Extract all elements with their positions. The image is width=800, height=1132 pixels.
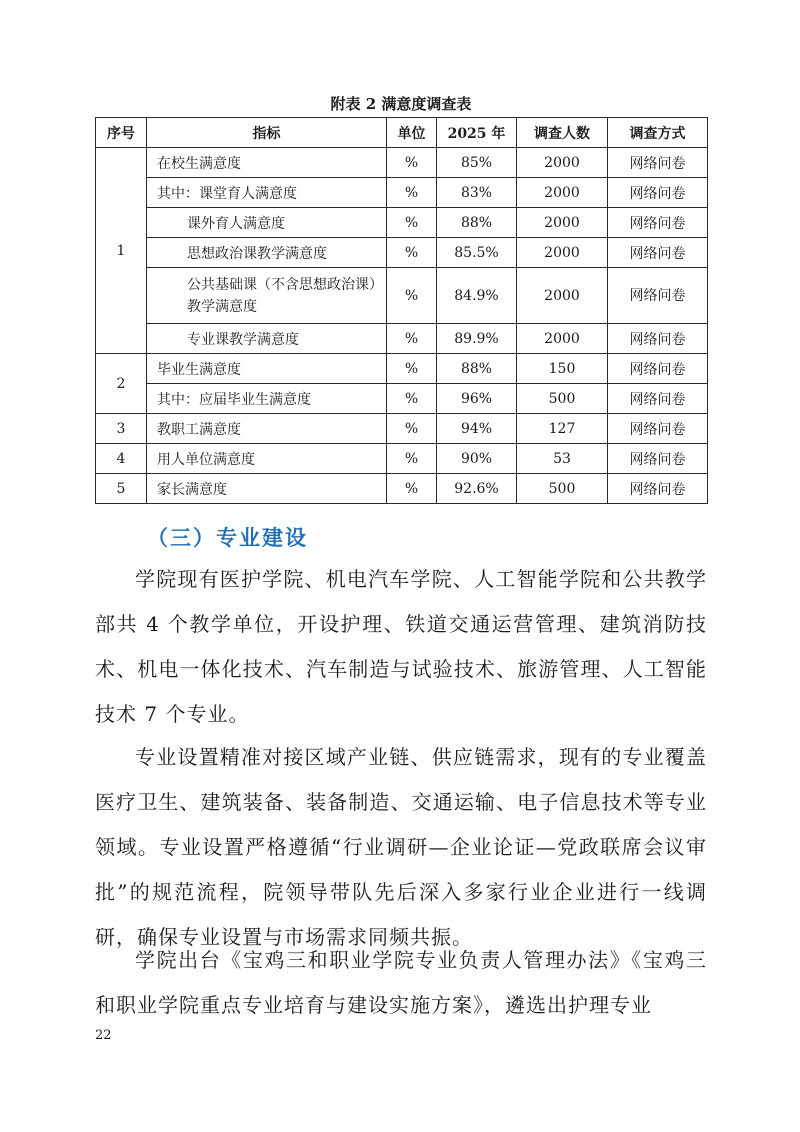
col-header-unit: 单位 [387,118,437,148]
indicator-cell: 其中：应届毕业生满意度 [147,384,387,414]
table-row [96,414,708,444]
method-cell: 网络问卷 [608,444,708,474]
value-cell: 85% [437,148,517,178]
indicator-cell: 家长满意度 [147,474,387,504]
unit-cell: % [387,268,437,324]
unit-cell: % [387,148,437,178]
table-row [96,474,708,504]
table-row [96,324,708,354]
col-header-count: 调查人数 [517,118,608,148]
seq-cell: 2 [96,354,147,414]
unit-cell: % [387,238,437,268]
value-cell: 88% [437,208,517,238]
table-row [96,238,708,268]
section-heading: （三）专业建设 [147,526,308,550]
table-row [96,148,708,178]
value-cell: 94% [437,414,517,444]
indicator-cell: 思想政治课教学满意度 [147,238,387,268]
value-cell: 96% [437,384,517,414]
table-row [96,354,708,384]
col-header-indicator: 指标 [147,118,387,148]
method-cell: 网络问卷 [608,474,708,504]
seq-cell: 3 [96,414,147,444]
value-cell: 92.6% [437,474,517,504]
unit-cell: % [387,324,437,354]
unit-cell: % [387,384,437,414]
table-row [96,178,708,208]
satisfaction-survey-table [95,117,708,504]
count-cell: 500 [517,384,608,414]
method-cell: 网络问卷 [608,324,708,354]
seq-cell: 4 [96,444,147,474]
col-header-year: 2025 年 [437,118,517,148]
count-cell: 2000 [517,268,608,324]
unit-cell: % [387,474,437,504]
table-row [96,268,708,324]
unit-cell: % [387,208,437,238]
count-cell: 2000 [517,178,608,208]
count-cell: 2000 [517,208,608,238]
value-cell: 84.9% [437,268,517,324]
value-cell: 90% [437,444,517,474]
seq-cell: 1 [96,148,147,354]
value-cell: 88% [437,354,517,384]
count-cell: 2000 [517,324,608,354]
col-header-method: 调查方式 [608,118,708,148]
indicator-cell: 课外育人满意度 [147,208,387,238]
table-caption: 附表 2 满意度调查表 [330,95,472,113]
body-paragraph: 学院现有医护学院、机电汽车学院、人工智能学院和公共教学部共 4 个教学单位，开设护理、铁道交通运营管理、建筑消防技术、机电一体化技术、汽车制造与试验技术、旅游管理、人工智能技术 7 个专业。 [95,567,707,726]
method-cell: 网络问卷 [608,178,708,208]
unit-cell: % [387,414,437,444]
indicator-cell: 教职工满意度 [147,414,387,444]
indicator-cell: 专业课教学满意度 [147,324,387,354]
indicator-cell: 在校生满意度 [147,148,387,178]
count-cell: 127 [517,414,608,444]
method-cell: 网络问卷 [608,354,708,384]
unit-cell: % [387,354,437,384]
unit-cell: % [387,178,437,208]
table-row [96,208,708,238]
count-cell: 2000 [517,238,608,268]
value-cell: 85.5% [437,238,517,268]
indicator-cell: 其中：课堂育人满意度 [147,178,387,208]
method-cell: 网络问卷 [608,414,708,444]
table-row [96,384,708,414]
value-cell: 83% [437,178,517,208]
method-cell: 网络问卷 [608,238,708,268]
col-header-seq: 序号 [96,118,147,148]
table-row [96,444,708,474]
body-paragraph: 学院出台《宝鸡三和职业学院专业负责人管理办法》《宝鸡三和职业学院重点专业培育与建设实施方案》，遴选出护理专业 [95,948,707,1017]
count-cell: 2000 [517,148,608,178]
indicator-cell: 毕业生满意度 [147,354,387,384]
indicator-cell: 公共基础课（不含思想政治课）教学满意度 [147,268,387,324]
method-cell: 网络问卷 [608,148,708,178]
count-cell: 150 [517,354,608,384]
method-cell: 网络问卷 [608,208,708,238]
count-cell: 500 [517,474,608,504]
seq-cell: 5 [96,474,147,504]
unit-cell: % [387,444,437,474]
page-number: 22 [95,1028,112,1043]
table-header-row [96,118,708,148]
body-paragraph: 专业设置精准对接区域产业链、供应链需求，现有的专业覆盖医疗卫生、建筑装备、装备制造、交通运输、电子信息技术等专业领域。专业设置严格遵循“行业调研—企业论证—党政联席会议审批”的规范流程，院领导带队先后深入多家行业企业进行一线调研，确保专业设置与市场需求同频共振。 [95,745,707,949]
value-cell: 89.9% [437,324,517,354]
method-cell: 网络问卷 [608,384,708,414]
method-cell: 网络问卷 [608,268,708,324]
indicator-cell: 用人单位满意度 [147,444,387,474]
count-cell: 53 [517,444,608,474]
